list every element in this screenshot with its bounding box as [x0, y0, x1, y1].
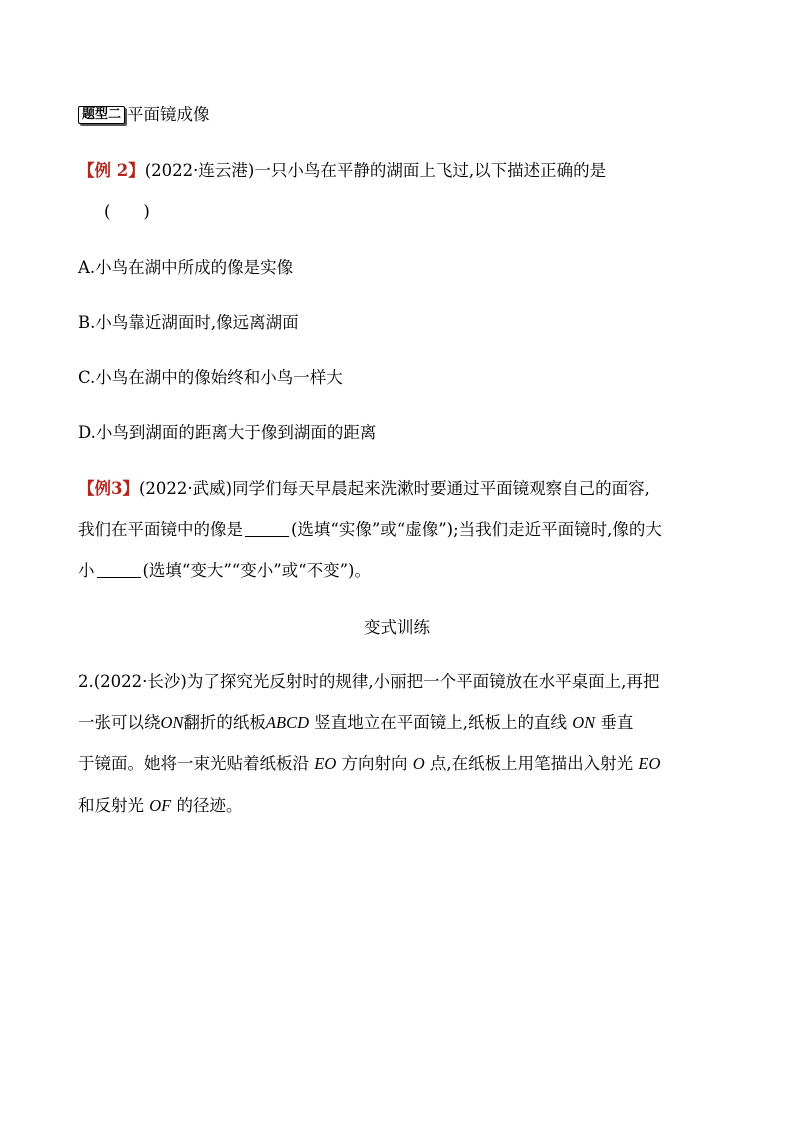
- q2-line3: [78, 752, 660, 776]
- example2-stem: [78, 159, 606, 183]
- fill-blank-2[interactable]: [97, 561, 141, 578]
- example3-line1: [78, 477, 650, 501]
- example3-text3b: (选填“变大”“变小”或“不变”)。: [142, 561, 371, 580]
- example3-line2: [78, 518, 662, 542]
- example3-text2a: 我们在平面镜中的像是: [78, 520, 243, 539]
- example2-label: 【例 2】: [78, 161, 145, 180]
- example3-text3a: 小: [78, 561, 95, 580]
- var-o: O: [412, 754, 425, 773]
- var-eo-2: EO: [638, 754, 661, 773]
- var-abcd: ABCD: [265, 713, 310, 732]
- example3-label: 【例3】: [78, 479, 139, 498]
- q2-text: 翻折的纸板: [183, 713, 266, 732]
- section-title: 平面镜成像: [127, 105, 210, 124]
- var-of: OF: [149, 796, 172, 815]
- example3-text1: (2022·武威)同学们每天早晨起来洗漱时要通过平面镜观察自己的面容,: [138, 479, 650, 498]
- q2-line1: 2.(2022·长沙)为了探究光反射时的规律,小丽把一个平面镜放在水平桌面上,再把: [78, 672, 660, 691]
- option-c: C.小鸟在湖中的像始终和小鸟一样大: [78, 368, 343, 387]
- variant-heading: 变式训练: [364, 618, 430, 637]
- q2-text: 的径迹。: [171, 796, 243, 815]
- q2-text: 垂直: [595, 713, 634, 732]
- q2-line4: [78, 794, 243, 818]
- example2-text: (2022·连云港)一只小鸟在平静的湖面上飞过,以下描述正确的是: [144, 161, 607, 180]
- var-eo: EO: [314, 754, 337, 773]
- fill-blank-1[interactable]: [245, 520, 289, 537]
- q2-text: 点,在纸板上用笔描出入射光: [424, 754, 639, 773]
- q2-text: 于镜面。她将一束光贴着纸板沿: [78, 754, 315, 773]
- option-a: A.小鸟在湖中所成的像是实像: [78, 258, 294, 277]
- q2-line2: [78, 711, 633, 735]
- example3-text2b: (选填“实像”或“虚像”);当我们走近平面镜时,像的大: [291, 520, 662, 539]
- var-on-2: ON: [572, 713, 596, 732]
- var-on: ON: [160, 713, 184, 732]
- section-header: [78, 103, 210, 127]
- option-b: B.小鸟靠近湖面时,像远离湖面: [78, 313, 299, 332]
- q2-text: 和反射光: [78, 796, 150, 815]
- q2-text: 一张可以绕: [78, 713, 161, 732]
- option-d: D.小鸟到湖面的距离大于像到湖面的距离: [78, 423, 377, 442]
- q2-text: 竖直地立在平面镜上,纸板上的直线: [309, 713, 573, 732]
- example2-answer-paren: ( ): [104, 202, 150, 221]
- example3-line3: [78, 559, 371, 583]
- question-type-tag: 题型二: [78, 106, 125, 124]
- q2-text: 方向射向: [336, 754, 413, 773]
